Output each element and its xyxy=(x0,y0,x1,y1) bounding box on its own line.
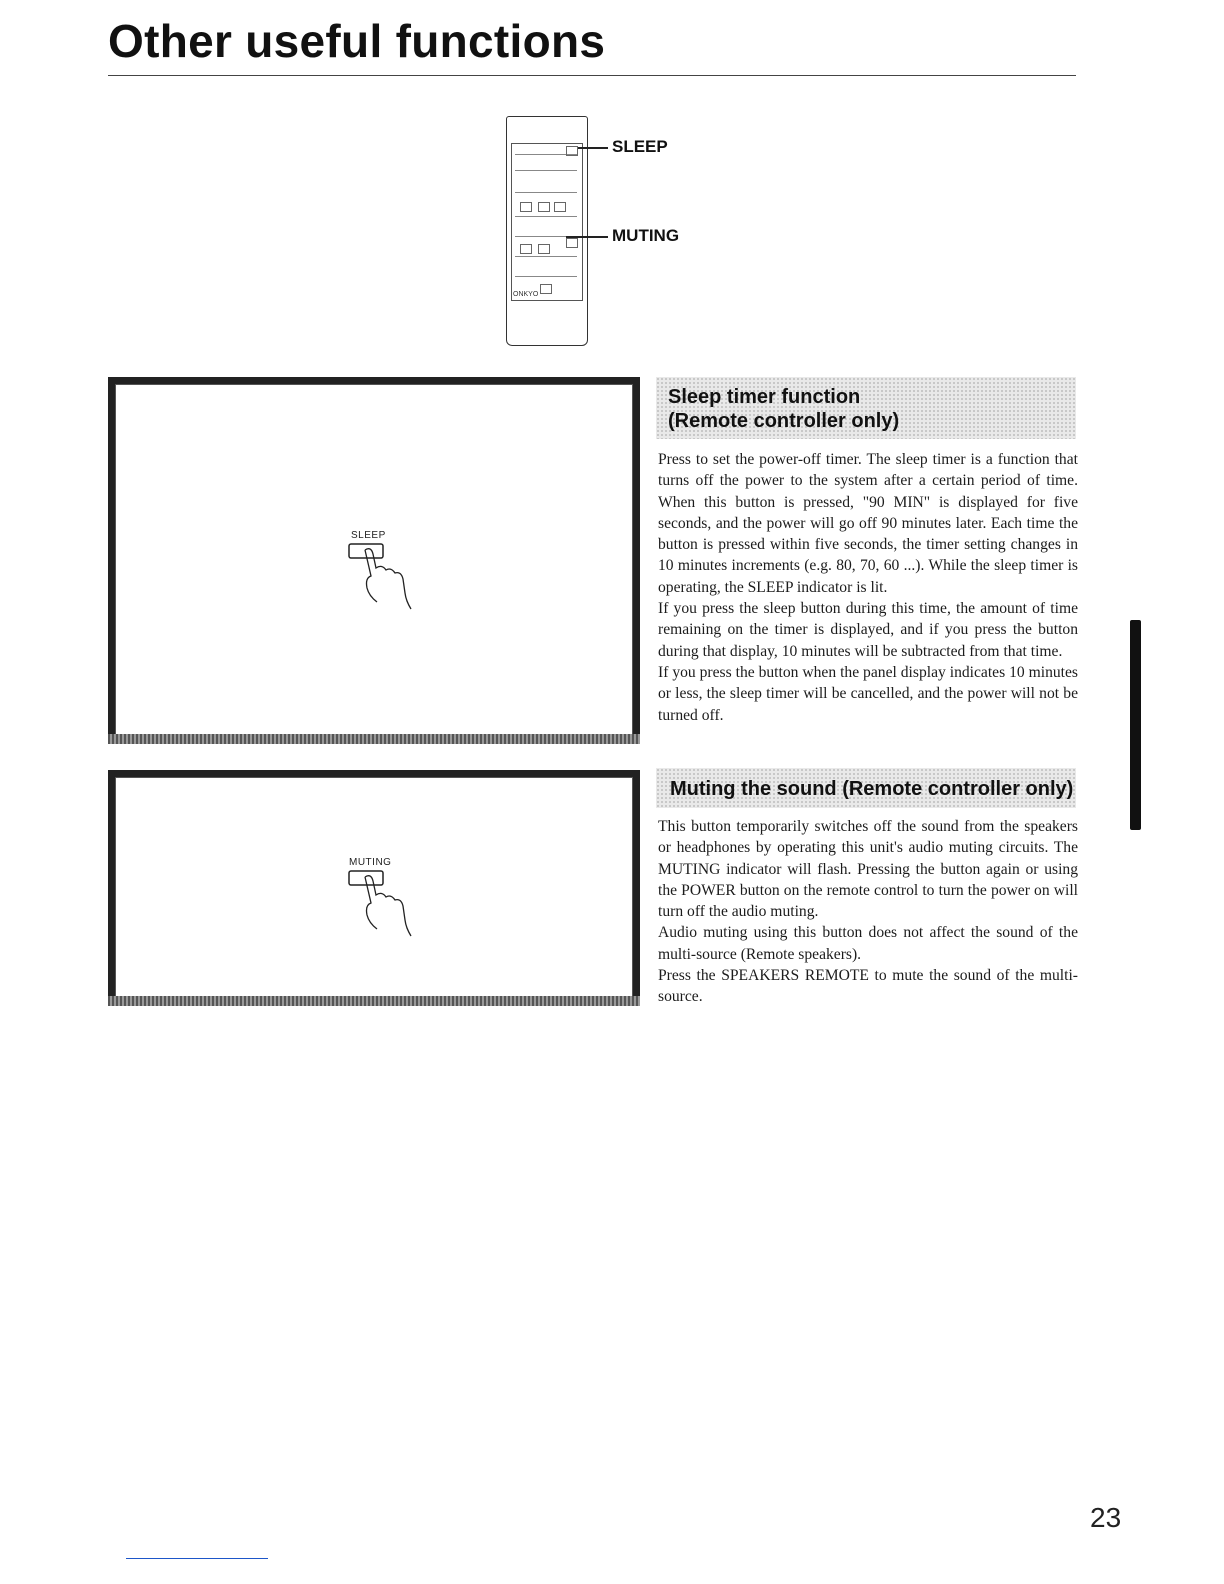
page-title: Other useful functions xyxy=(108,15,606,67)
muting-section-body xyxy=(658,816,1078,1008)
remote-button-panel xyxy=(511,143,583,301)
sleep-heading-line2: (Remote controller only) xyxy=(668,410,900,432)
muting-button-caption: MUTING xyxy=(349,857,392,868)
sleep-illustration-box xyxy=(108,377,640,744)
muting-callout-label: MUTING xyxy=(612,226,680,245)
title-rule xyxy=(108,75,1076,76)
muting-paragraph: Audio muting using this button does not affect the sound of the multi-source (Remote speakers). xyxy=(658,924,1078,963)
sleep-section-body xyxy=(658,449,1078,726)
sleep-paragraph: Press to set the power-off timer. The sleep timer is a function that turns off the power to the system after a certain period of time. When this button is pressed, "90 MIN" is displayed for five seconds, and the power will go off 90 minutes later. Each time the button is pressed within five seconds, the timer setting changes in 10 minutes increments (e.g. 80, 70, 60 ...). While the sleep timer is operating, the SLEEP indicator is lit. xyxy=(658,451,1078,596)
box-shadow xyxy=(108,734,640,744)
muting-paragraph: This button temporarily switches off the sound from the speakers or headphones by operating this unit's audio muting circuits. The MUTING indicator will flash. Pressing the button again or using the POWER button on the remote control to turn the power on will turn off the audio muting. xyxy=(658,818,1078,921)
box-shadow xyxy=(108,996,640,1006)
sleep-heading-line1: Sleep timer function xyxy=(668,386,861,408)
sleep-section-heading xyxy=(656,377,1076,439)
remote-brand-logo: ONKYO xyxy=(513,291,539,298)
sleep-callout-label: SLEEP xyxy=(612,137,668,156)
sleep-callout-line xyxy=(578,147,608,149)
sleep-paragraph: If you press the button when the panel display indicates 10 minutes or less, the sleep timer will be cancelled, and the power will not be turned off. xyxy=(658,663,1078,724)
footer-line xyxy=(126,1558,268,1559)
muting-illustration-box xyxy=(108,770,640,1006)
page-number: 23 xyxy=(1090,1502,1122,1533)
remote-controller-illustration xyxy=(506,116,588,346)
section-thumb-index xyxy=(1130,620,1141,830)
sleep-button-caption: SLEEP xyxy=(351,530,386,541)
muting-paragraph: Press the SPEAKERS REMOTE to mute the sound of the multi-source. xyxy=(658,967,1078,1006)
muting-section-heading xyxy=(656,768,1076,808)
hand-pressing-muting-button-icon xyxy=(347,869,427,941)
muting-callout-line xyxy=(566,236,608,238)
hand-pressing-sleep-button-icon xyxy=(347,542,427,614)
sleep-paragraph: If you press the sleep button during this time, the amount of time remaining on the timer is displayed, and if you press the button during that display, 10 minutes will be subtracted from that time. xyxy=(658,600,1078,660)
muting-heading-text: Muting the sound (Remote controller only) xyxy=(670,778,1074,800)
